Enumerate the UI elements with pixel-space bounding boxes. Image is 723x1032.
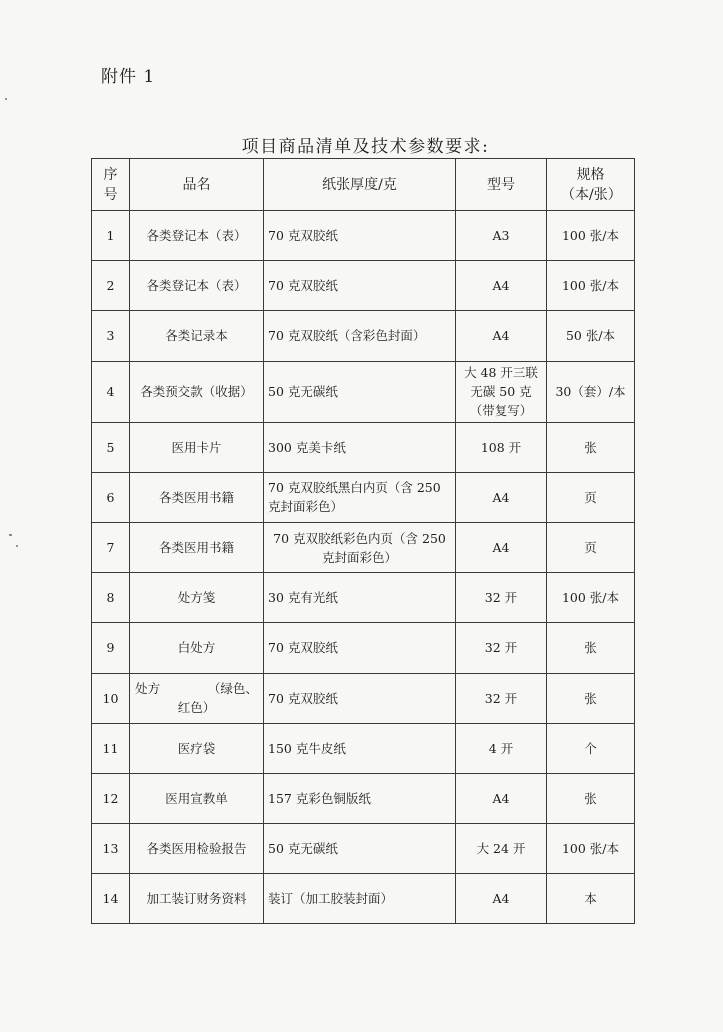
row-no: 8 [92, 573, 130, 623]
row-no: 3 [92, 311, 130, 361]
row-paper: 30 克有光纸 [264, 573, 456, 623]
row-paper: 150 克牛皮纸 [264, 723, 456, 773]
row-paper: 装订（加工胶装封面） [264, 874, 456, 924]
row-name: 加工装订财务资料 [130, 874, 264, 924]
table-row [92, 472, 635, 522]
row-name: 各类登记本（表） [130, 261, 264, 311]
row-name: 处方 （绿色、红色） [130, 673, 264, 723]
row-model: A4 [456, 773, 547, 823]
table-row [92, 874, 635, 924]
row-no: 10 [92, 673, 130, 723]
table-row [92, 824, 635, 874]
header-no: 序号 [92, 159, 130, 211]
row-model: A3 [456, 211, 547, 261]
row-no: 11 [92, 723, 130, 773]
scan-speck [16, 545, 18, 547]
row-spec: 本 [547, 874, 635, 924]
table-row [92, 623, 635, 673]
row-spec: 张 [547, 623, 635, 673]
table-row [92, 773, 635, 823]
row-paper: 50 克无碳纸 [264, 824, 456, 874]
row-paper: 70 克双胶纸 [264, 623, 456, 673]
row-spec: 个 [547, 723, 635, 773]
row-model: A4 [456, 522, 547, 572]
scan-speck [9, 534, 12, 536]
row-paper: 70 克双胶纸彩色内页（含 250 克封面彩色） [264, 522, 456, 572]
row-model: A4 [456, 261, 547, 311]
header-paper: 纸张厚度/克 [264, 159, 456, 211]
table-header-row [92, 159, 635, 211]
row-name: 各类医用书籍 [130, 472, 264, 522]
row-no: 9 [92, 623, 130, 673]
table-row [92, 522, 635, 572]
attachment-label: 附件 1 [101, 67, 156, 87]
row-paper: 70 克双胶纸 [264, 261, 456, 311]
header-model: 型号 [456, 159, 547, 211]
row-paper: 300 克美卡纸 [264, 422, 456, 472]
row-model: 大 48 开三联无碳 50 克（带复写） [456, 361, 547, 422]
row-spec: 页 [547, 522, 635, 572]
table-row [92, 673, 635, 723]
row-spec: 100 张/本 [547, 824, 635, 874]
row-spec: 30（套）/本 [547, 361, 635, 422]
row-paper: 157 克彩色铜版纸 [264, 773, 456, 823]
row-paper: 70 克双胶纸 [264, 211, 456, 261]
row-paper: 70 克双胶纸 [264, 673, 456, 723]
row-paper: 70 克双胶纸黑白内页（含 250 克封面彩色） [264, 472, 456, 522]
table-row [92, 723, 635, 773]
row-spec: 张 [547, 422, 635, 472]
row-name: 各类医用书籍 [130, 522, 264, 572]
row-model: 大 24 开 [456, 824, 547, 874]
row-name: 各类医用检验报告 [130, 824, 264, 874]
header-name: 品名 [130, 159, 264, 211]
row-no: 5 [92, 422, 130, 472]
row-spec: 张 [547, 673, 635, 723]
row-no: 6 [92, 472, 130, 522]
document-title: 项目商品清单及技术参数要求: [241, 137, 490, 157]
row-no: 2 [92, 261, 130, 311]
row-name: 医用卡片 [130, 422, 264, 472]
table-row [92, 311, 635, 361]
row-model: 4 开 [456, 723, 547, 773]
table-row [92, 422, 635, 472]
row-spec: 50 张/本 [547, 311, 635, 361]
header-spec: 规格（本/张） [547, 159, 635, 211]
row-no: 1 [92, 211, 130, 261]
table-row [92, 361, 635, 422]
row-name: 医疗袋 [130, 723, 264, 773]
table-row [92, 261, 635, 311]
row-spec: 100 张/本 [547, 261, 635, 311]
row-paper: 70 克双胶纸（含彩色封面） [264, 311, 456, 361]
scan-speck [5, 98, 7, 100]
row-model: 108 开 [456, 422, 547, 472]
row-no: 12 [92, 773, 130, 823]
row-model: A4 [456, 874, 547, 924]
row-spec: 页 [547, 472, 635, 522]
row-name: 各类记录本 [130, 311, 264, 361]
row-spec: 100 张/本 [547, 211, 635, 261]
row-model: 32 开 [456, 573, 547, 623]
row-model: 32 开 [456, 623, 547, 673]
row-no: 4 [92, 361, 130, 422]
row-no: 14 [92, 874, 130, 924]
table-row [92, 573, 635, 623]
row-model: A4 [456, 472, 547, 522]
row-name: 处方笺 [130, 573, 264, 623]
row-no: 7 [92, 522, 130, 572]
row-spec: 张 [547, 773, 635, 823]
row-no: 13 [92, 824, 130, 874]
row-paper: 50 克无碳纸 [264, 361, 456, 422]
row-model: 32 开 [456, 673, 547, 723]
row-model: A4 [456, 311, 547, 361]
row-name: 各类登记本（表） [130, 211, 264, 261]
product-table [91, 158, 635, 924]
row-name: 各类预交款（收据） [130, 361, 264, 422]
row-name: 医用宣教单 [130, 773, 264, 823]
table-row [92, 211, 635, 261]
row-spec: 100 张/本 [547, 573, 635, 623]
row-name: 白处方 [130, 623, 264, 673]
